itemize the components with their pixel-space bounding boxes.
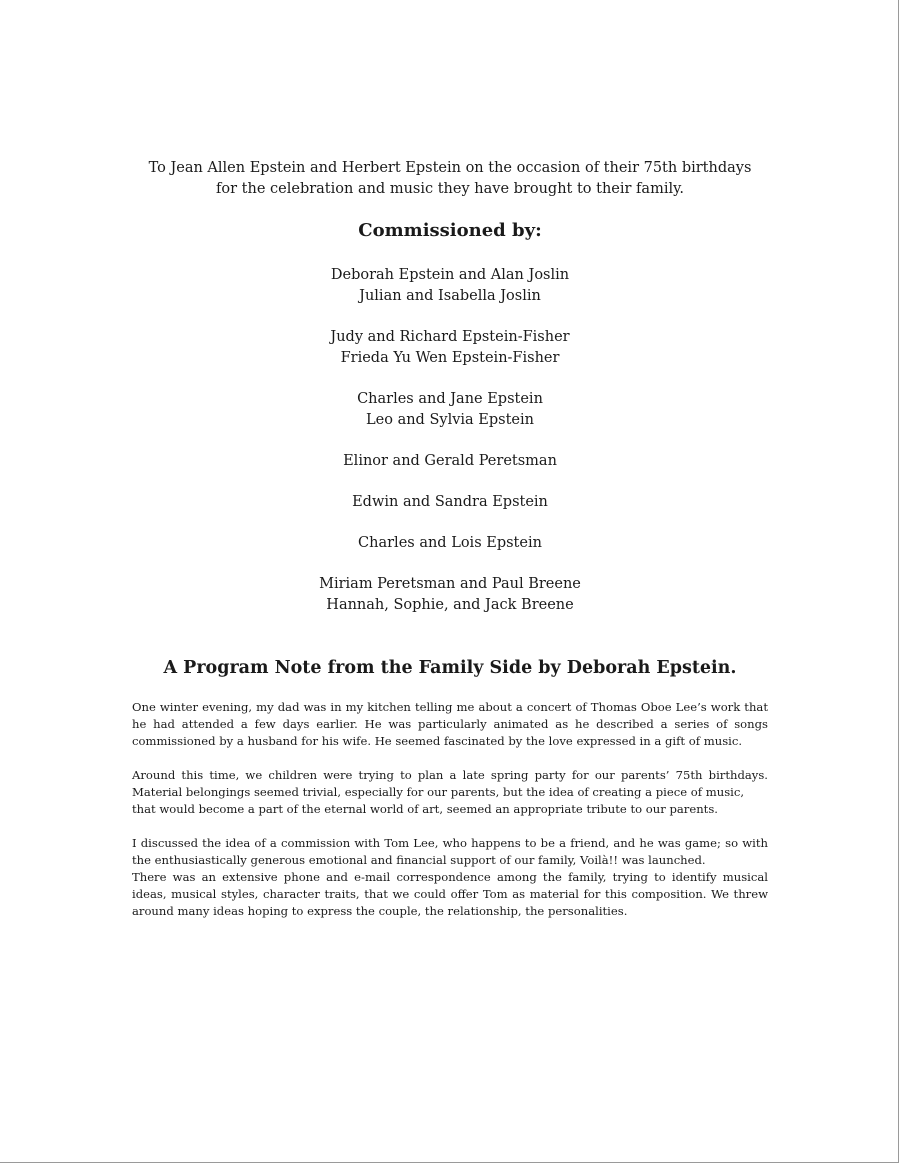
dedication-line-2: for the celebration and music they have brought to their family. (216, 181, 684, 197)
commissioner-name: Miriam Peretsman and Paul Breene (319, 576, 581, 592)
program-note-paragraph: There was an extensive phone and e-mail correspondence among the family, trying to identify musical ideas, musical styles, character traits, that we could offer Tom as material for this composition. We threw around many ideas hoping to express the couple, the relationship, the personalities. (132, 870, 768, 918)
program-note-body (132, 699, 768, 920)
commissioner-name: Edwin and Sandra Epstein (352, 494, 548, 510)
commissioner-group (0, 574, 900, 616)
program-note-title: A Program Note from the Family Side by Deborah Epstein. (163, 658, 737, 678)
commissioner-group (0, 265, 900, 307)
commissioners-list (0, 265, 900, 636)
commissioner-name: Julian and Isabella Joslin (359, 288, 541, 304)
program-note-paragraph: that would become a part of the eternal world of art, seemed an appropriate tribute to our parents. (132, 802, 718, 816)
commissioner-group (0, 451, 900, 472)
program-note-paragraph: One winter evening, my dad was in my kitchen telling me about a concert of Thomas Oboe Lee’s work that he had attended a few days earlier. He was particularly animated as he described a series of songs commissioned by a husband for his wife. He seemed fascinated by the love expressed in a gift of music. (132, 700, 768, 748)
program-note-paragraph: I discussed the idea of a commission with Tom Lee, who happens to be a friend, and he was game; so with the enthusiastically generous emotional and financial support of our family, Voilà!! was launched. (132, 836, 768, 867)
commissioner-group (0, 533, 900, 554)
commissioner-name: Charles and Lois Epstein (358, 535, 542, 551)
commissioner-name: Judy and Richard Epstein-Fisher (330, 329, 570, 345)
commissioner-name: Frieda Yu Wen Epstein-Fisher (340, 350, 560, 366)
commissioner-name: Deborah Epstein and Alan Joslin (330, 267, 570, 283)
commissioner-group (0, 389, 900, 431)
dedication-line-1: To Jean Allen Epstein and Herbert Epstein on the occasion of their 75th birthdays (148, 160, 752, 176)
commissioner-name: Elinor and Gerald Peretsman (343, 453, 557, 469)
commissioner-group (0, 492, 900, 513)
dedication (0, 158, 900, 200)
commissioner-group (0, 327, 900, 369)
commissioner-name: Charles and Jane Epstein (357, 391, 543, 407)
program-note-paragraph: Around this time, we children were trying to plan a late spring party for our parents’ 75th birthdays. Material belongings seemed trivial, especially for our parents, but the idea of creating a piece of music, (132, 768, 768, 799)
commissioned-heading: Commissioned by: (358, 220, 542, 241)
commissioner-name: Leo and Sylvia Epstein (366, 412, 534, 428)
commissioner-name: Hannah, Sophie, and Jack Breene (326, 597, 574, 613)
